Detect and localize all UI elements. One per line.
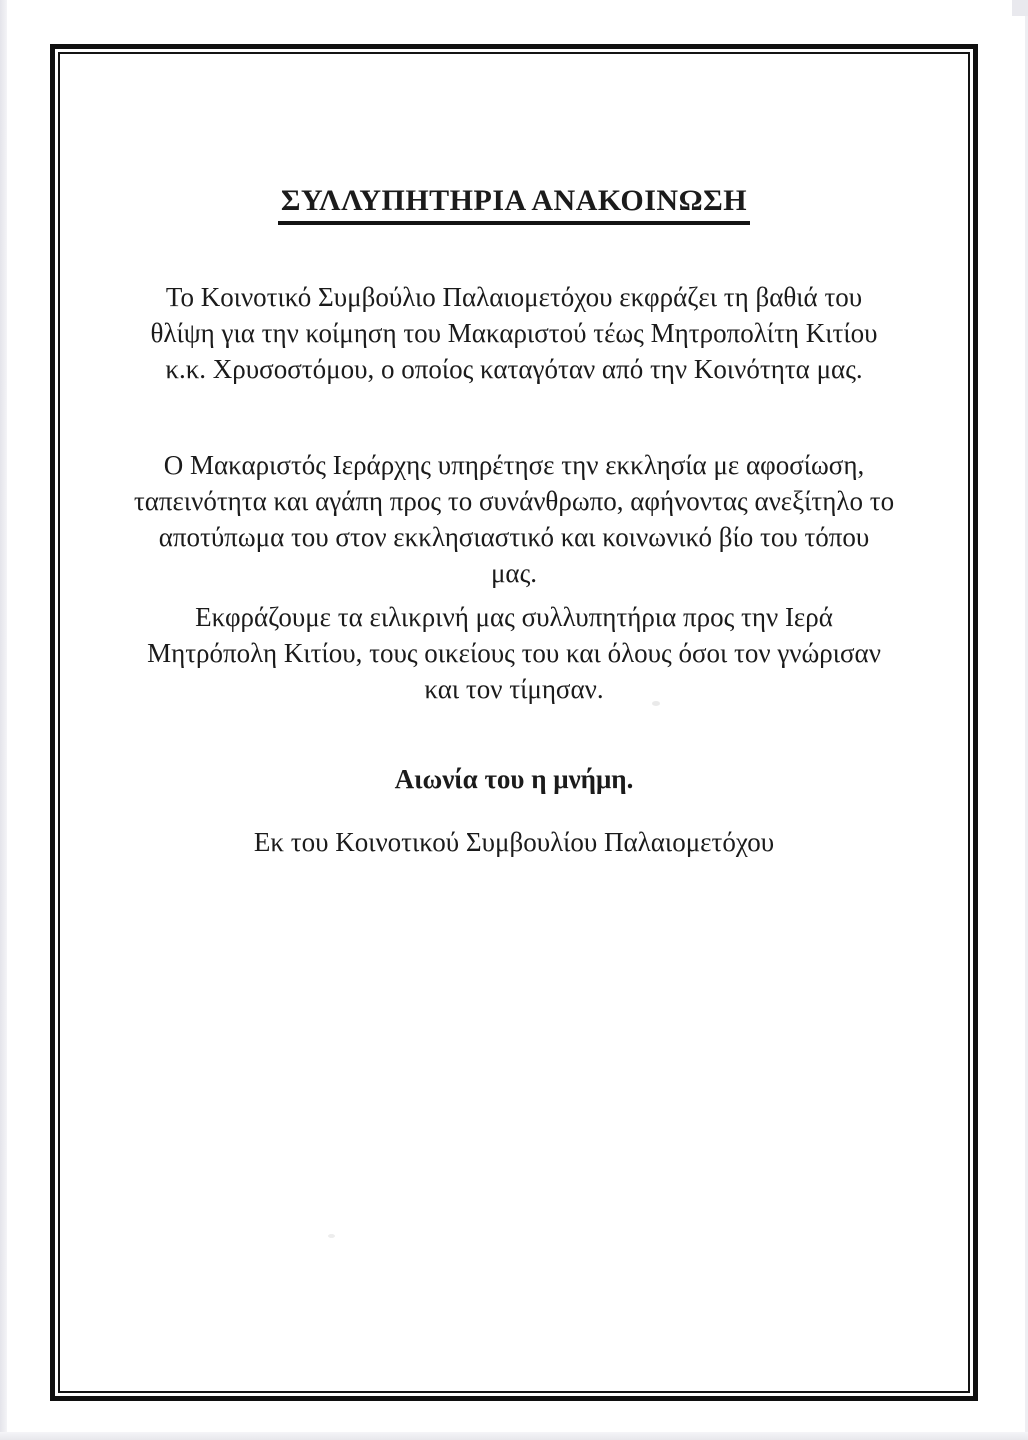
text-line: θλίψη για την κοίμηση του Μακαριστού τέως Μητροπολίτη Κιτίου: [150, 318, 878, 348]
paragraph-sympathies: [111, 599, 917, 707]
scan-edge-left: [0, 0, 7, 1440]
document-border-frame: [50, 44, 978, 1401]
text-line: μας.: [490, 558, 538, 588]
document-title: ΣΥΛΛΥΠΗΤΗΡΙΑ ΑΝΑΚΟΙΝΩΣΗ: [278, 184, 750, 225]
closing-sender-line: Εκ του Κοινοτικού Συμβουλίου Παλαιομετόχου: [253, 827, 775, 857]
text-line: Εκφράζουμε τα ειλικρινή μας συλλυπητήρια προς την Ιερά: [195, 602, 833, 632]
scan-speck: [328, 1234, 335, 1238]
scan-edge-top-right: [1012, 0, 1028, 16]
text-line: ταπεινότητα και αγάπη προς το συνάνθρωπο, αφήνοντας ανεξίτηλο το: [133, 486, 895, 516]
document-title-row: [60, 180, 968, 225]
paragraph-condolence: [111, 279, 917, 387]
scan-edge-bottom: [0, 1432, 1028, 1440]
closing-memorial-line: Αιωνία του η μνήμη.: [394, 764, 634, 794]
text-line: Μητρόπολη Κιτίου, τους οικείους του και όλους όσοι τον γνώρισαν: [147, 638, 881, 668]
text-line: Ο Μακαριστός Ιεράρχης υπηρέτησε την εκκλησία με αφοσίωση,: [163, 450, 865, 480]
text-line: Το Κοινοτικό Συμβούλιο Παλαιομετόχου εκφράζει τη βαθιά του: [165, 282, 863, 312]
text-line: και τον τίμησαν.: [424, 674, 604, 704]
document-border-inner: [58, 52, 970, 1393]
document-content: [60, 54, 968, 887]
text-line: αποτύπωμα του στον εκκλησιαστικό και κοινωνικό βίο του τόπου: [158, 522, 870, 552]
text-line: κ.κ. Χρυσοστόμου, ο οποίος καταγόταν από την Κοινότητα μας.: [165, 354, 863, 384]
scan-speck: [652, 701, 660, 706]
paragraph-legacy: [111, 447, 917, 591]
